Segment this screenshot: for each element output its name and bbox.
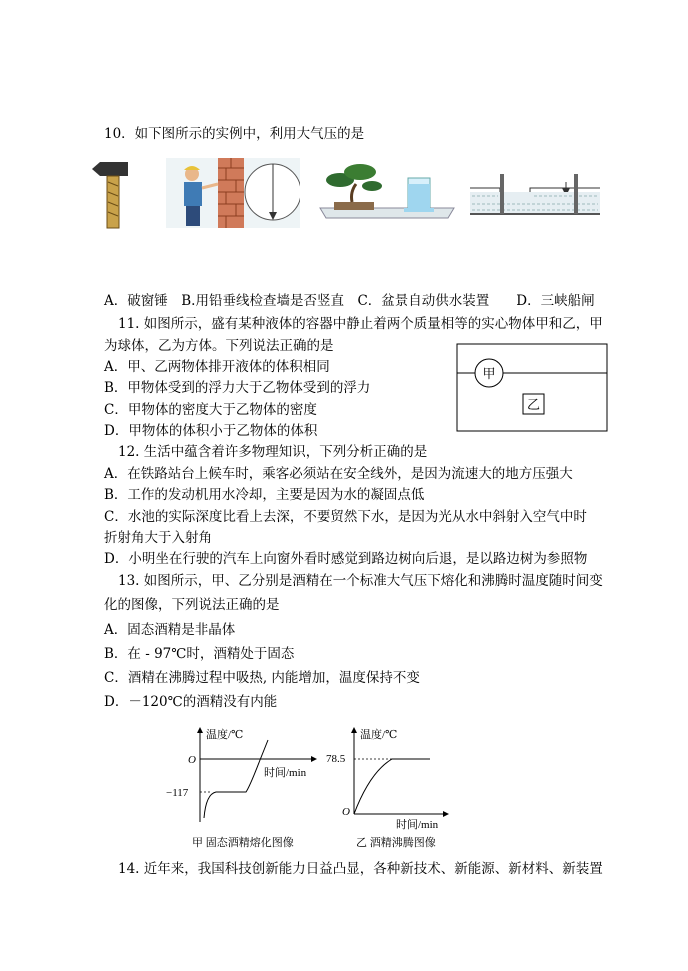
bonsai-water-supply-image [314, 160, 460, 226]
q11-option-c: C．甲物体的密度大于乙物体的密度 [104, 402, 317, 418]
melting-caption: 甲 固态酒精熔化图像 [192, 837, 294, 849]
ship-lock-image [470, 166, 602, 224]
boiling-origin: O [342, 806, 350, 818]
label-yi: 乙 [526, 397, 541, 412]
melting-origin: O [188, 754, 196, 766]
q13-option-b: B．在 - 97℃时，酒精处于固态 [104, 646, 295, 662]
boiling-tick: 78.5 [326, 753, 346, 765]
q12-stem: 12. 生活中蕴含着许多物理知识，下列分析正确的是 [118, 444, 428, 460]
q13-stem-line2: 化的图像，下列说法正确的是 [104, 597, 280, 613]
q11-option-b: B．甲物体受到的浮力大于乙物体受到的浮力 [104, 380, 371, 396]
boiling-caption: 乙 酒精沸腾图像 [356, 837, 436, 849]
q13-option-d: D．－120℃的酒精没有内能 [104, 694, 278, 710]
melting-tick: −117 [166, 787, 189, 799]
melting-xlabel: 时间/min [264, 767, 307, 779]
q13-stem-line1: 13. 如图所示，甲、乙分别是酒精在一个标准大气压下熔化和沸腾时温度随时间变 [118, 573, 603, 589]
q11-option-d: D．甲物体的体积小于乙物体的体积 [104, 423, 318, 439]
q14-stem: 14. 近年来，我国科技创新能力日益凸显，各种新技术、新能源、新材料、新装置 [118, 861, 603, 877]
q13-option-a: A．固态酒精是非晶体 [104, 622, 236, 638]
q12-option-d: D．小明坐在行驶的汽车上向窗外看时感觉到路边树向后退，是以路边树为参照物 [104, 551, 588, 567]
boiling-graph [326, 722, 466, 858]
window-breaker-hammer-image [92, 160, 132, 234]
boiling-ylabel: 温度/℃ [360, 729, 398, 741]
q10-options: A．破窗锤 B.用铅垂线检查墙是否竖直 C．盆景自动供水装置 D．三峡船闸 [104, 293, 595, 309]
q11-stem-line2: 为球体，乙为方体。下列说法正确的是 [104, 338, 334, 354]
container-diagram [456, 343, 609, 437]
boiling-xlabel: 时间/min [396, 819, 439, 831]
melting-ylabel: 温度/℃ [206, 729, 244, 741]
plumb-line-wall-image [166, 158, 300, 232]
q11-option-a: A．甲、乙两物体排开液体的体积相同 [104, 359, 330, 375]
q13-option-c: C．酒精在沸腾过程中吸热, 内能增加，温度保持不变 [104, 670, 420, 686]
q12-option-a: A．在铁路站台上候车时，乘客必须站在安全线外，是因为流速大的地方压强大 [104, 466, 573, 482]
label-jia: 甲 [482, 366, 496, 381]
q11-stem-line1: 11. 如图所示，盛有某种液体的容器中静止着两个质量相等的实心物体甲和乙，甲 [118, 316, 603, 332]
melting-graph [166, 722, 326, 858]
q12-option-c-line2: 折射角大于入射角 [104, 530, 212, 546]
q10-stem: 10．如下图所示的实例中，利用大气压的是 [104, 126, 365, 142]
q12-option-c-line1: C．水池的实际深度比看上去深，不要贸然下水，是因为光从水中斜射入空气中时 [104, 509, 587, 525]
q12-option-b: B．工作的发动机用水冷却，主要是因为水的凝固点低 [104, 487, 425, 503]
